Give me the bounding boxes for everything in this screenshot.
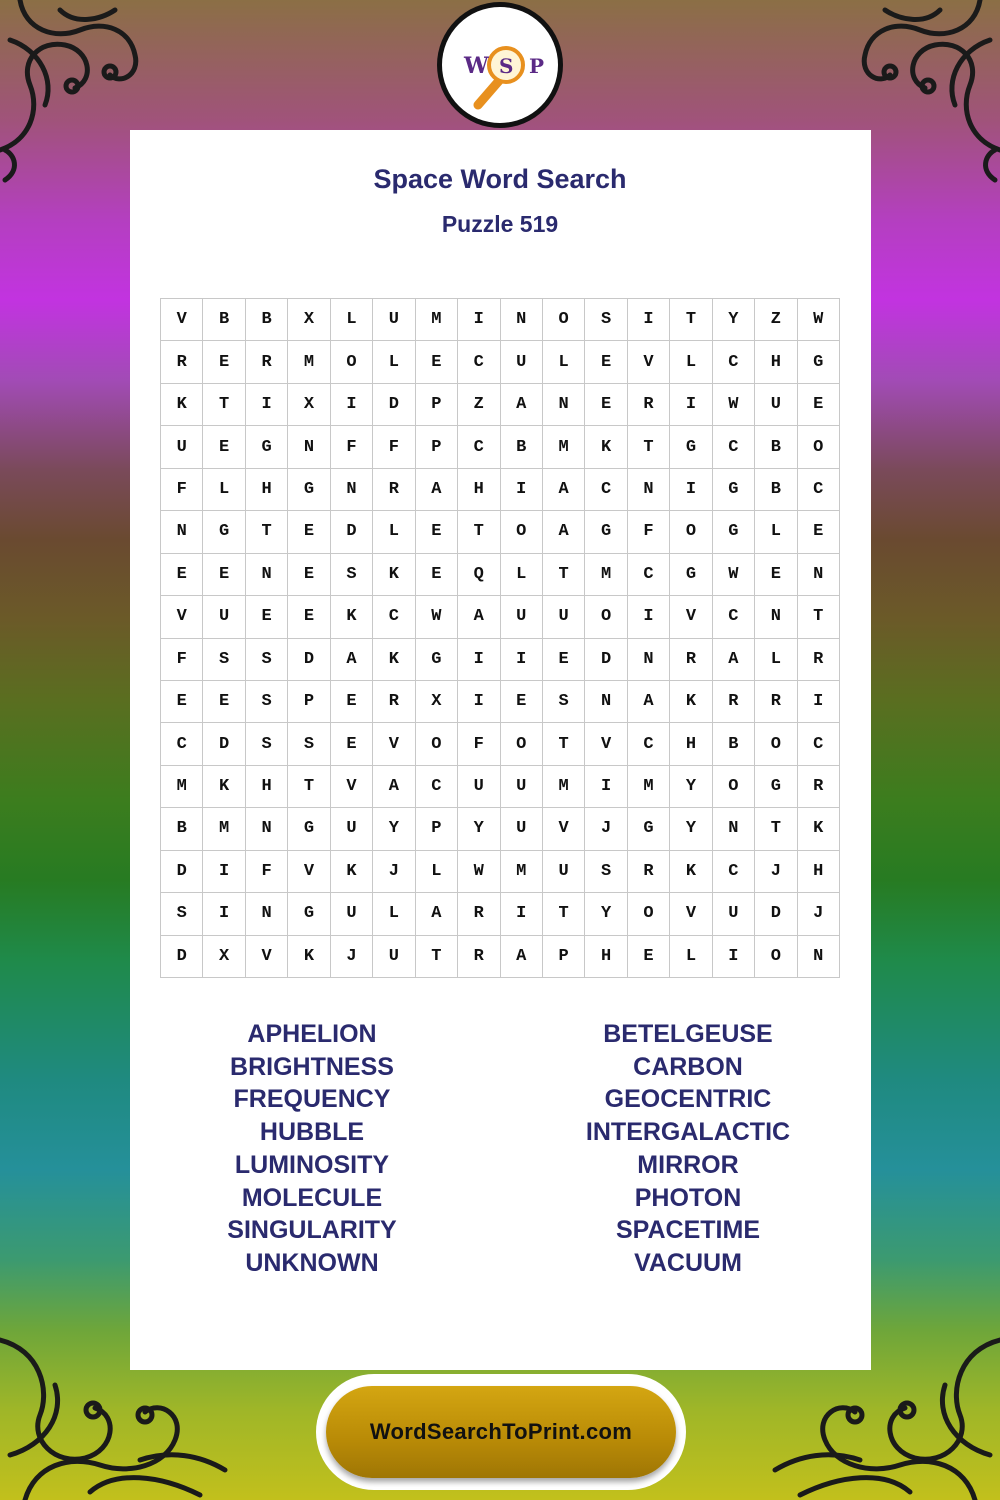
grid-cell[interactable]: K	[373, 639, 415, 681]
grid-cell[interactable]: N	[798, 936, 840, 978]
grid-cell[interactable]: C	[628, 554, 670, 596]
grid-cell[interactable]: G	[713, 511, 755, 553]
grid-cell[interactable]: V	[670, 893, 712, 935]
word-list-item: UNKNOWN	[245, 1248, 379, 1277]
grid-cell[interactable]: R	[373, 469, 415, 511]
grid-cell[interactable]: W	[713, 384, 755, 426]
grid-cell[interactable]: G	[670, 554, 712, 596]
grid-cell[interactable]: A	[331, 639, 373, 681]
grid-cell[interactable]: A	[373, 766, 415, 808]
grid-cell[interactable]: E	[543, 639, 585, 681]
grid-cell[interactable]: N	[798, 554, 840, 596]
grid-cell[interactable]: O	[713, 766, 755, 808]
grid-cell[interactable]: I	[670, 469, 712, 511]
grid-cell[interactable]: X	[288, 384, 330, 426]
grid-cell[interactable]: V	[670, 596, 712, 638]
word-list-item: FREQUENCY	[233, 1085, 391, 1114]
grid-cell[interactable]: E	[628, 936, 670, 978]
grid-cell[interactable]: C	[798, 723, 840, 765]
grid-cell[interactable]: S	[543, 681, 585, 723]
grid-cell[interactable]: E	[798, 384, 840, 426]
grid-cell[interactable]: Z	[755, 299, 797, 341]
grid-cell[interactable]: M	[543, 766, 585, 808]
grid-cell[interactable]: R	[798, 639, 840, 681]
grid-cell[interactable]: M	[501, 851, 543, 893]
grid-cell[interactable]: P	[543, 936, 585, 978]
grid-cell[interactable]: A	[628, 681, 670, 723]
grid-cell[interactable]: L	[755, 639, 797, 681]
grid-cell[interactable]: C	[161, 723, 203, 765]
grid-cell[interactable]: Y	[670, 766, 712, 808]
grid-cell[interactable]: N	[288, 426, 330, 468]
grid-cell[interactable]: M	[543, 426, 585, 468]
grid-cell[interactable]: L	[501, 554, 543, 596]
grid-cell[interactable]: G	[713, 469, 755, 511]
grid-cell[interactable]: C	[713, 341, 755, 383]
grid-cell[interactable]: E	[288, 554, 330, 596]
grid-cell[interactable]: W	[798, 299, 840, 341]
grid-cell[interactable]: C	[798, 469, 840, 511]
grid-cell[interactable]: R	[713, 681, 755, 723]
grid-cell[interactable]: L	[373, 341, 415, 383]
grid-cell[interactable]: U	[331, 808, 373, 850]
grid-cell[interactable]: I	[670, 384, 712, 426]
word-list-item: SPACETIME	[616, 1216, 760, 1245]
grid-cell[interactable]: A	[458, 596, 500, 638]
grid-cell[interactable]: V	[161, 596, 203, 638]
grid-cell[interactable]: F	[161, 639, 203, 681]
grid-cell[interactable]: I	[628, 596, 670, 638]
grid-cell[interactable]: R	[670, 639, 712, 681]
grid-cell[interactable]: R	[458, 893, 500, 935]
grid-cell[interactable]: D	[585, 639, 627, 681]
grid-cell[interactable]: R	[755, 681, 797, 723]
grid-cell[interactable]: U	[501, 341, 543, 383]
grid-cell[interactable]: E	[288, 596, 330, 638]
grid-cell[interactable]: G	[288, 808, 330, 850]
grid-cell[interactable]: S	[161, 893, 203, 935]
grid-cell[interactable]: K	[670, 681, 712, 723]
grid-cell[interactable]: B	[755, 469, 797, 511]
grid-cell[interactable]: K	[288, 936, 330, 978]
grid-cell[interactable]: O	[416, 723, 458, 765]
grid-cell[interactable]: I	[458, 639, 500, 681]
grid-cell[interactable]: N	[713, 808, 755, 850]
grid-cell[interactable]: P	[416, 808, 458, 850]
grid-cell[interactable]: G	[628, 808, 670, 850]
grid-cell[interactable]: I	[501, 469, 543, 511]
grid-cell[interactable]: L	[543, 341, 585, 383]
grid-cell[interactable]: U	[713, 893, 755, 935]
grid-cell[interactable]: I	[203, 893, 245, 935]
grid-cell[interactable]: U	[501, 596, 543, 638]
grid-cell[interactable]: R	[161, 341, 203, 383]
grid-cell[interactable]: L	[373, 511, 415, 553]
grid-cell[interactable]: V	[161, 299, 203, 341]
grid-cell[interactable]: T	[798, 596, 840, 638]
grid-cell[interactable]: Y	[373, 808, 415, 850]
grid-cell[interactable]: L	[670, 936, 712, 978]
grid-cell[interactable]: R	[458, 936, 500, 978]
grid-cell[interactable]: G	[288, 893, 330, 935]
grid-cell[interactable]: M	[416, 299, 458, 341]
grid-cell[interactable]: R	[246, 341, 288, 383]
grid-cell[interactable]: J	[373, 851, 415, 893]
grid-cell[interactable]: Y	[670, 808, 712, 850]
grid-cell[interactable]: Y	[585, 893, 627, 935]
grid-cell[interactable]: F	[161, 469, 203, 511]
grid-cell[interactable]: S	[246, 639, 288, 681]
grid-cell[interactable]: J	[798, 893, 840, 935]
word-list-item: BETELGEUSE	[603, 1020, 773, 1048]
grid-cell[interactable]: Y	[458, 808, 500, 850]
grid-cell[interactable]: O	[755, 723, 797, 765]
word-list-item: PHOTON	[634, 1183, 742, 1212]
grid-cell[interactable]: N	[501, 299, 543, 341]
grid-cell[interactable]: F	[628, 511, 670, 553]
grid-cell[interactable]: S	[585, 299, 627, 341]
grid-cell[interactable]: F	[458, 723, 500, 765]
grid-cell[interactable]: S	[331, 554, 373, 596]
grid-cell[interactable]: S	[288, 723, 330, 765]
grid-cell[interactable]: T	[670, 299, 712, 341]
grid-cell[interactable]: G	[246, 426, 288, 468]
footer-badge	[316, 1374, 686, 1490]
word-list-item: HUBBLE	[259, 1118, 365, 1147]
grid-cell[interactable]: B	[246, 299, 288, 341]
grid-cell[interactable]: H	[798, 851, 840, 893]
word-list-item: GEOCENTRIC	[604, 1085, 772, 1114]
grid-cell[interactable]: J	[585, 808, 627, 850]
grid-cell[interactable]: C	[585, 469, 627, 511]
grid-cell[interactable]: I	[501, 639, 543, 681]
grid-cell[interactable]: M	[288, 341, 330, 383]
grid-cell[interactable]: E	[288, 511, 330, 553]
grid-cell[interactable]: D	[161, 851, 203, 893]
website-link-text: WordSearchToPrint.com	[369, 1419, 633, 1444]
grid-cell[interactable]: O	[585, 596, 627, 638]
grid-cell[interactable]: J	[755, 851, 797, 893]
grid-cell[interactable]: V	[373, 723, 415, 765]
grid-cell[interactable]: B	[755, 426, 797, 468]
grid-cell[interactable]: O	[798, 426, 840, 468]
grid-cell[interactable]: V	[628, 341, 670, 383]
grid-cell[interactable]: C	[458, 426, 500, 468]
grid-cell[interactable]: D	[288, 639, 330, 681]
grid-cell[interactable]: D	[755, 893, 797, 935]
grid-cell[interactable]: V	[543, 808, 585, 850]
grid-cell[interactable]: T	[543, 723, 585, 765]
grid-cell[interactable]: N	[628, 639, 670, 681]
grid-cell[interactable]: F	[246, 851, 288, 893]
grid-cell[interactable]: L	[203, 469, 245, 511]
grid-cell[interactable]: U	[203, 596, 245, 638]
grid-cell[interactable]: A	[501, 936, 543, 978]
grid-cell[interactable]: N	[331, 469, 373, 511]
grid-cell[interactable]: C	[373, 596, 415, 638]
grid-cell[interactable]: G	[203, 511, 245, 553]
puzzle-number: Puzzle 519	[441, 211, 559, 237]
grid-cell[interactable]: I	[501, 893, 543, 935]
logo-letter-w: W	[464, 53, 489, 79]
grid-cell[interactable]: K	[585, 426, 627, 468]
grid-cell[interactable]: I	[585, 766, 627, 808]
grid-cell[interactable]: H	[458, 469, 500, 511]
website-link-button[interactable]	[326, 1386, 676, 1478]
grid-cell[interactable]: C	[713, 426, 755, 468]
grid-cell[interactable]: A	[713, 639, 755, 681]
grid-cell[interactable]: T	[203, 384, 245, 426]
grid-cell[interactable]: L	[755, 511, 797, 553]
grid-cell[interactable]: U	[501, 808, 543, 850]
grid-cell[interactable]: T	[628, 426, 670, 468]
grid-cell[interactable]: R	[798, 766, 840, 808]
grid-cell[interactable]: K	[798, 808, 840, 850]
grid-cell[interactable]: E	[585, 341, 627, 383]
grid-cell[interactable]: I	[203, 851, 245, 893]
grid-cell[interactable]: N	[628, 469, 670, 511]
word-list-item: VACUUM	[634, 1248, 742, 1277]
grid-cell[interactable]: U	[373, 299, 415, 341]
grid-cell[interactable]: X	[203, 936, 245, 978]
grid-cell[interactable]: N	[246, 554, 288, 596]
grid-cell[interactable]: E	[755, 554, 797, 596]
grid-cell[interactable]: G	[288, 469, 330, 511]
grid-cell[interactable]: D	[373, 384, 415, 426]
grid-cell[interactable]: W	[458, 851, 500, 893]
grid-cell[interactable]: K	[670, 851, 712, 893]
logo-letter-p: P	[529, 54, 545, 78]
grid-cell[interactable]: O	[755, 936, 797, 978]
grid-cell[interactable]: A	[416, 893, 458, 935]
grid-cell[interactable]: G	[798, 341, 840, 383]
grid-cell[interactable]: D	[161, 936, 203, 978]
page-title: Space Word Search	[373, 164, 627, 194]
grid-cell[interactable]: H	[585, 936, 627, 978]
grid-cell[interactable]: U	[543, 851, 585, 893]
grid-cell[interactable]: A	[501, 384, 543, 426]
grid-cell[interactable]: M	[585, 554, 627, 596]
word-list-item: SINGULARITY	[227, 1216, 397, 1245]
word-list-item: LUMINOSITY	[234, 1150, 390, 1179]
word-list-item: BRIGHTNESS	[230, 1052, 394, 1081]
grid-cell[interactable]: S	[246, 681, 288, 723]
grid-cell[interactable]: E	[416, 554, 458, 596]
grid-cell[interactable]: T	[543, 554, 585, 596]
grid-cell[interactable]: I	[628, 299, 670, 341]
grid-cell[interactable]: I	[458, 299, 500, 341]
grid-cell[interactable]: B	[501, 426, 543, 468]
grid-cell[interactable]: P	[416, 384, 458, 426]
grid-cell[interactable]: O	[670, 511, 712, 553]
grid-cell[interactable]: U	[543, 596, 585, 638]
grid-cell[interactable]: L	[331, 299, 373, 341]
grid-cell[interactable]: T	[288, 766, 330, 808]
word-list-item: INTERGALACTIC	[585, 1118, 791, 1147]
grid-cell[interactable]: G	[416, 639, 458, 681]
grid-cell[interactable]: L	[670, 341, 712, 383]
grid-cell[interactable]: O	[501, 723, 543, 765]
grid-cell[interactable]: E	[585, 384, 627, 426]
grid-cell[interactable]: U	[161, 426, 203, 468]
word-list-left	[162, 1018, 462, 1280]
grid-cell[interactable]: B	[203, 299, 245, 341]
grid-cell[interactable]: H	[246, 469, 288, 511]
grid-cell[interactable]: C	[628, 723, 670, 765]
grid-cell[interactable]: N	[543, 384, 585, 426]
grid-cell[interactable]: T	[543, 893, 585, 935]
grid-cell[interactable]: I	[331, 384, 373, 426]
grid-cell[interactable]: N	[755, 596, 797, 638]
grid-cell[interactable]: W	[713, 554, 755, 596]
grid-cell[interactable]: E	[203, 681, 245, 723]
grid-cell[interactable]: S	[246, 723, 288, 765]
grid-cell[interactable]: U	[373, 936, 415, 978]
grid-cell[interactable]: E	[161, 554, 203, 596]
grid-cell[interactable]: U	[458, 766, 500, 808]
grid-cell[interactable]: R	[628, 384, 670, 426]
grid-cell[interactable]: Y	[713, 299, 755, 341]
grid-cell[interactable]: O	[501, 511, 543, 553]
grid-cell[interactable]: V	[246, 936, 288, 978]
grid-cell[interactable]: D	[331, 511, 373, 553]
grid-cell[interactable]: T	[246, 511, 288, 553]
grid-cell[interactable]: E	[246, 596, 288, 638]
grid-cell[interactable]: E	[798, 511, 840, 553]
grid-cell[interactable]: T	[458, 511, 500, 553]
logo-letter-s: S	[499, 54, 514, 78]
wsp-logo[interactable]	[437, 2, 563, 128]
word-list-item: MOLECULE	[241, 1183, 383, 1212]
grid-cell[interactable]: C	[416, 766, 458, 808]
grid-cell[interactable]: Z	[458, 384, 500, 426]
grid-cell[interactable]: T	[416, 936, 458, 978]
letter-grid	[160, 298, 840, 978]
grid-cell[interactable]: E	[416, 511, 458, 553]
grid-cell[interactable]: E	[203, 341, 245, 383]
grid-cell[interactable]: H	[246, 766, 288, 808]
grid-cell[interactable]: E	[331, 723, 373, 765]
grid-cell[interactable]: G	[755, 766, 797, 808]
grid-cell[interactable]: K	[331, 596, 373, 638]
word-list-item: CARBON	[633, 1052, 743, 1081]
grid-cell[interactable]: A	[543, 469, 585, 511]
word-list-item: MIRROR	[637, 1150, 739, 1179]
grid-cell[interactable]: L	[373, 893, 415, 935]
grid-cell[interactable]: I	[713, 936, 755, 978]
grid-cell[interactable]: S	[585, 851, 627, 893]
grid-cell[interactable]: B	[161, 808, 203, 850]
grid-cell[interactable]: K	[161, 384, 203, 426]
grid-cell[interactable]: Q	[458, 554, 500, 596]
grid-cell[interactable]: K	[331, 851, 373, 893]
grid-cell[interactable]: U	[331, 893, 373, 935]
grid-cell[interactable]: A	[416, 469, 458, 511]
grid-cell[interactable]: C	[713, 851, 755, 893]
grid-cell[interactable]: M	[161, 766, 203, 808]
grid-cell[interactable]: P	[416, 426, 458, 468]
grid-cell[interactable]: G	[585, 511, 627, 553]
grid-cell[interactable]: O	[543, 299, 585, 341]
grid-cell[interactable]: X	[416, 681, 458, 723]
grid-cell[interactable]: X	[288, 299, 330, 341]
grid-cell[interactable]: E	[203, 426, 245, 468]
word-list-item: APHELION	[247, 1020, 377, 1048]
grid-cell[interactable]: N	[246, 808, 288, 850]
grid-cell[interactable]: U	[501, 766, 543, 808]
grid-cell[interactable]: I	[798, 681, 840, 723]
grid-cell[interactable]: H	[670, 723, 712, 765]
grid-cell[interactable]: J	[331, 936, 373, 978]
grid-cell[interactable]: C	[713, 596, 755, 638]
grid-cell[interactable]: M	[628, 766, 670, 808]
grid-cell[interactable]: R	[628, 851, 670, 893]
grid-cell[interactable]: N	[161, 511, 203, 553]
grid-cell[interactable]: F	[373, 426, 415, 468]
grid-cell[interactable]: E	[501, 681, 543, 723]
grid-cell[interactable]: B	[713, 723, 755, 765]
grid-cell[interactable]: V	[585, 723, 627, 765]
grid-cell[interactable]: H	[755, 341, 797, 383]
grid-cell[interactable]: V	[331, 766, 373, 808]
grid-cell[interactable]: K	[203, 766, 245, 808]
grid-cell[interactable]: O	[628, 893, 670, 935]
grid-cell[interactable]: E	[416, 341, 458, 383]
word-list-right	[538, 1018, 838, 1280]
grid-cell[interactable]: I	[246, 384, 288, 426]
grid-cell[interactable]: A	[543, 511, 585, 553]
grid-cell[interactable]: F	[331, 426, 373, 468]
grid-cell[interactable]: K	[373, 554, 415, 596]
grid-cell[interactable]: G	[670, 426, 712, 468]
logo-badge	[442, 7, 558, 123]
grid-cell[interactable]: C	[458, 341, 500, 383]
grid-cell[interactable]: T	[755, 808, 797, 850]
grid-cell[interactable]: U	[755, 384, 797, 426]
grid-cell[interactable]: N	[246, 893, 288, 935]
grid-cell[interactable]: E	[161, 681, 203, 723]
grid-cell[interactable]: P	[288, 681, 330, 723]
grid-cell[interactable]: S	[203, 639, 245, 681]
grid-cell[interactable]: E	[331, 681, 373, 723]
grid-cell[interactable]: V	[288, 851, 330, 893]
grid-cell[interactable]: M	[203, 808, 245, 850]
grid-cell[interactable]: D	[203, 723, 245, 765]
grid-cell[interactable]: O	[331, 341, 373, 383]
grid-cell[interactable]: W	[416, 596, 458, 638]
grid-cell[interactable]: R	[373, 681, 415, 723]
grid-cell[interactable]: N	[585, 681, 627, 723]
grid-cell[interactable]: L	[416, 851, 458, 893]
grid-cell[interactable]: I	[458, 681, 500, 723]
grid-cell[interactable]: E	[203, 554, 245, 596]
